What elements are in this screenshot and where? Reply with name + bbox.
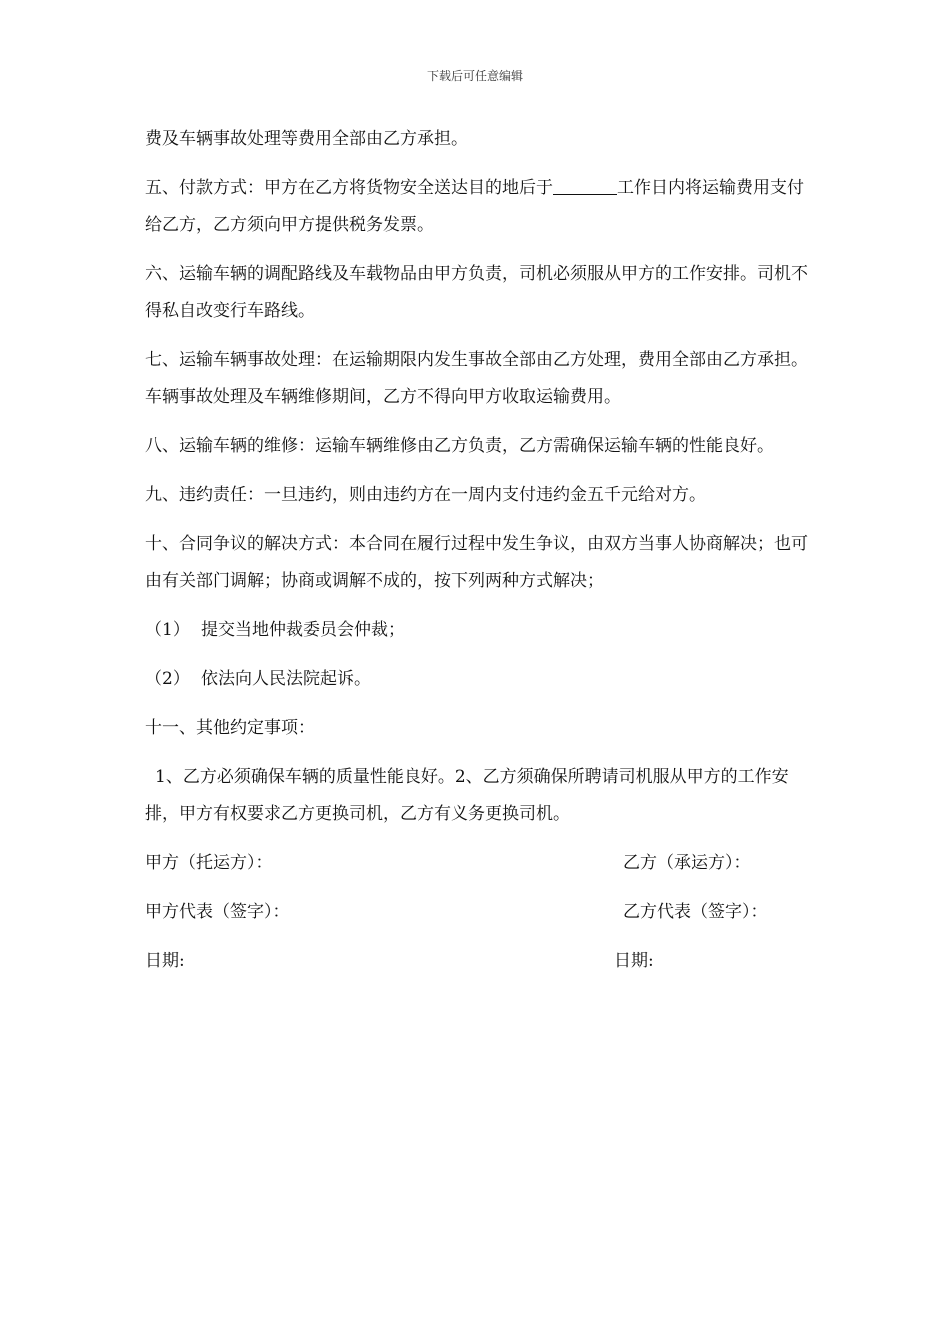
paragraph-vehicle-maintenance: 八、运输车辆的维修：运输车辆维修由乙方负责，乙方需确保运输车辆的性能良好。 bbox=[145, 436, 774, 456]
party-a-label: 甲方（托运方）： bbox=[145, 853, 273, 873]
paragraph-dispute-resolution: 十、合同争议的解决方式：本合同在履行过程中发生争议，由双方当事人协商解决；也可由有关部门调解；协商或调解不成的，按下列两种方式解决； bbox=[145, 534, 808, 591]
rep-a-label: 甲方代表（签字）： bbox=[145, 902, 290, 922]
paragraph-fee-continuation: 费及车辆事故处理等费用全部由乙方承担。 bbox=[145, 129, 468, 149]
list-item-text: 依法向人民法院起诉。 bbox=[201, 669, 371, 689]
signature-row-parties bbox=[145, 845, 809, 882]
payment-text-before: 五、付款方式：甲方在乙方将货物安全送达目的地后于 bbox=[145, 178, 553, 198]
list-item-number: （2） bbox=[145, 669, 190, 689]
paragraph-other-terms-detail: 1、乙方必须确保车辆的质量性能良好。2、乙方须确保所聘请司机服从甲方的工作安排，甲方有权要求乙方更换司机，乙方有义务更换司机。 bbox=[145, 767, 789, 824]
paragraph-vehicle-dispatch: 六、运输车辆的调配路线及车载物品由甲方负责，司机必须服从甲方的工作安排。司机不得私自改变行车路线。 bbox=[145, 264, 808, 321]
paragraph-other-terms-heading: 十一、其他约定事项： bbox=[145, 718, 315, 738]
rep-b-label: 乙方代表（签字）： bbox=[623, 902, 768, 922]
paragraph-accident-handling: 七、运输车辆事故处理：在运输期限内发生事故全部由乙方处理，费用全部由乙方承担。车辆事故处理及车辆维修期间，乙方不得向甲方收取运输费用。 bbox=[145, 350, 808, 407]
list-item-text: 提交当地仲裁委员会仲裁； bbox=[201, 620, 405, 640]
working-days-blank[interactable] bbox=[553, 174, 617, 195]
page-header: 下载后可任意编辑 bbox=[426, 69, 523, 83]
party-b-label: 乙方（承运方）： bbox=[623, 853, 751, 873]
paragraph-payment-method bbox=[145, 170, 809, 244]
list-item-number: （1） bbox=[145, 620, 190, 640]
list-item-arbitration bbox=[145, 612, 809, 649]
paragraph-breach-liability: 九、违约责任：一旦违约，则由违约方在一周内支付违约金五千元给对方。 bbox=[145, 485, 706, 505]
signature-row-representatives bbox=[145, 894, 809, 931]
signature-row-dates bbox=[145, 943, 809, 980]
contract-body bbox=[145, 121, 809, 992]
date-b-label: 日期: bbox=[614, 951, 654, 971]
date-a-label: 日期: bbox=[145, 951, 185, 971]
payment-text-after: 工作日内将运输费用支付给乙方，乙方须向甲方提供税务发票。 bbox=[145, 178, 804, 235]
list-item-lawsuit bbox=[145, 661, 809, 698]
